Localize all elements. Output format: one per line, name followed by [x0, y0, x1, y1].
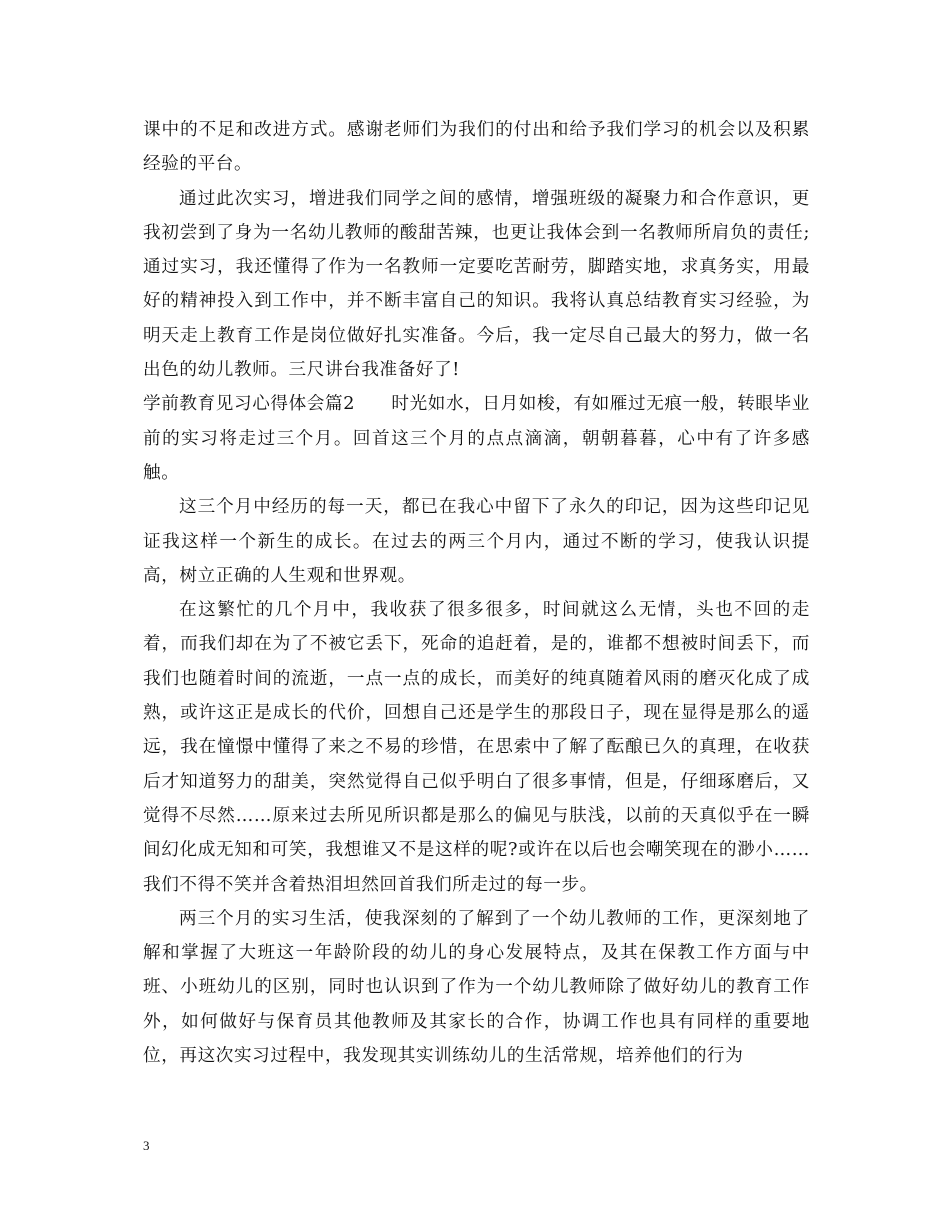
- document-body: [143, 113, 810, 1073]
- paragraph-4: 这三个月中经历的每一天，都已在我心中留下了永久的印记，因为这些印记见证我这样一个新生的成长。在过去的两三个月内，通过不断的学习，使我认识提高，树立正确的人生观和世界观。: [143, 497, 810, 586]
- paragraph-1: 课中的不足和改进方式。感谢老师们为我们的付出和给予我们学习的机会以及积累经验的平台。: [143, 120, 810, 175]
- paragraph-5: 在这繁忙的几个月中，我收获了很多很多，时间就这么无情，头也不回的走着，而我们却在为了不被它丢下，死命的追赶着，是的，谁都不想被时间丢下，而我们也随着时间的流逝，一点一点的成长，而美好的纯真随着风雨的磨灭化成了成熟，或许这正是成长的代价，回想自己还是学生的那段日子，现在显得是那么的遥远，我在憧憬中懂得了来之不易的珍惜，在思索中了解了酝酿已久的真理，在收获后才知道努力的甜美，突然觉得自己似乎明白了很多事情，但是，仔细琢磨后，又觉得不尽然……原来过去所见所识都是那么的偏见与肤浅，以前的天真似乎在一瞬间幻化成无知和可笑，我想谁又不是这样的呢?或许在以后也会嘲笑现在的渺小……我们不得不笑并含着热泪坦然回首我们所走过的每一步。: [143, 600, 810, 895]
- section-heading-paragraph: 学前教育见习心得体会篇2 时光如水，日月如梭，有如雁过无痕一般，转眼毕业前的实习将走过三个月。回首这三个月的点点滴滴，朝朝暮暮，心中有了许多感触。: [143, 394, 810, 483]
- page-number: 3: [143, 1138, 150, 1153]
- paragraph-2: 通过此次实习，增进我们同学之间的感情，增强班级的凝聚力和合作意识，更我初尝到了身为一名幼儿教师的酸甜苦辣，也更让我体会到一名教师所肩负的责任;通过实习，我还懂得了作为一名教师一定要吃苦耐劳，脚踏实地，求真务实，用最好的精神投入到工作中，并不断丰富自己的知识。我将认真总结教育实习经验，为明天走上教育工作是岗位做好扎实准备。今后，我一定尽自己最大的努力，做一名出色的幼儿教师。三尺讲台我准备好了!: [143, 188, 810, 381]
- paragraph-6: 两三个月的实习生活，使我深刻的了解到了一个幼儿教师的工作，更深刻地了解和掌握了大班这一年龄阶段的幼儿的身心发展特点，及其在保教工作方面与中班、小班幼儿的区别，同时也认识到了作为一个幼儿教师除了做好幼儿的教育工作外，如何做好与保育员其他教师及其家长的合作，协调工作也具有同样的重要地位，再这次实习过程中，我发现其实训练幼儿的生活常规，培养他们的行为: [143, 908, 810, 1067]
